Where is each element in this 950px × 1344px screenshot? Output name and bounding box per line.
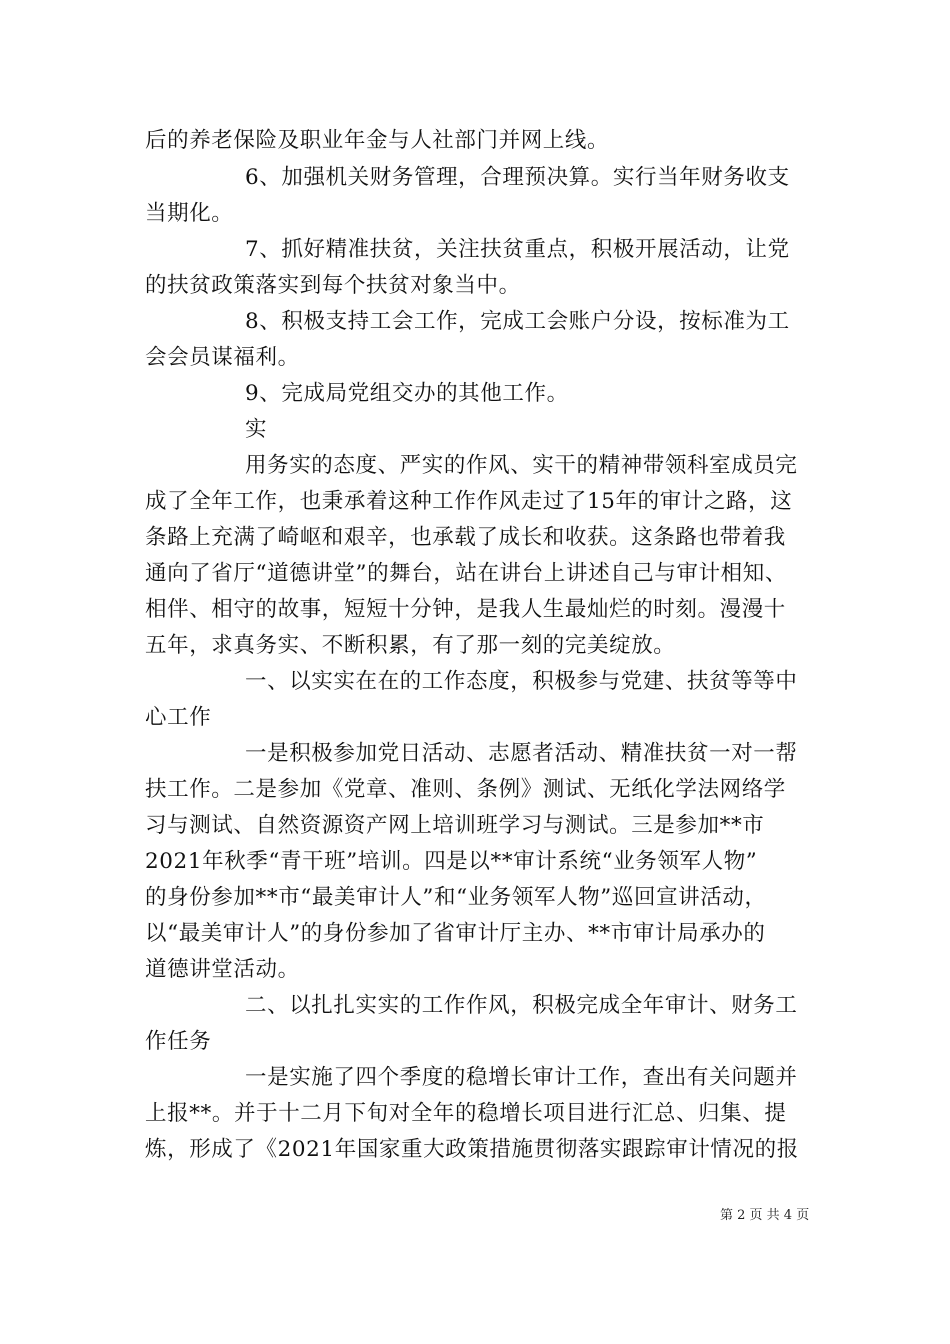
text-line: 用务实的态度、严实的作风、实干的精神带领科室成员完: [245, 453, 798, 478]
text-line: 条路上充满了崎岖和艰辛，也承载了成长和收获。这条路也带着我: [145, 525, 786, 550]
text-line: 实: [245, 417, 268, 442]
section-heading-cont: 作任务: [145, 1029, 212, 1054]
text-line: 成了全年工作，也秉承着这种工作作风走过了15年的审计之路，这: [145, 489, 793, 514]
text-line: 6、加强机关财务管理，合理预决算。实行当年财务收支: [245, 165, 790, 190]
text-line: 炼，形成了《2021年国家重大政策措施贯彻落实跟踪审计情况的报: [145, 1137, 799, 1162]
section-heading: 二、以扎扎实实的工作作风，积极完成全年审计、财务工: [245, 993, 798, 1018]
text-line: 以“最美审计人”的身份参加了省审计厅主办、**市审计局承办的: [145, 921, 766, 946]
text-line: 一是积极参加党日活动、志愿者活动、精准扶贫一对一帮: [245, 741, 798, 766]
text-line: 的身份参加**市“最美审计人”和“业务领军人物”巡回宣讲活动，: [145, 885, 767, 910]
text-line: 9、完成局党组交办的其他工作。: [245, 381, 569, 406]
text-line: 8、积极支持工会工作，完成工会账户分设，按标准为工: [245, 309, 790, 334]
text-line: 五年，求真务实、不断积累，有了那一刻的完美绽放。: [145, 633, 676, 658]
text-line: 2021年秋季“青干班”培训。四是以**审计系统“业务领军人物”: [145, 849, 758, 874]
section-heading-cont: 心工作: [145, 705, 212, 730]
text-line: 一是实施了四个季度的稳增长审计工作，查出有关问题并: [245, 1065, 798, 1090]
text-line: 会会员谋福利。: [145, 345, 300, 370]
text-line: 上报**。并于十二月下旬对全年的稳增长项目进行汇总、归集、提: [145, 1101, 787, 1126]
text-line: 扶工作。二是参加《党章、准则、条例》测试、无纸化学法网络学: [145, 777, 786, 802]
text-line: 后的养老保险及职业年金与人社部门并网上线。: [145, 128, 610, 153]
text-line: 相伴、相守的故事，短短十分钟，是我人生最灿烂的时刻。漫漫十: [145, 597, 786, 622]
text-line: 习与测试、自然资源资产网上培训班学习与测试。三是参加**市: [145, 813, 765, 838]
section-heading: 一、以实实在在的工作态度，积极参与党建、扶贫等等中: [245, 669, 798, 694]
text-line: 的扶贫政策落实到每个扶贫对象当中。: [145, 273, 521, 298]
text-line: 7、抓好精准扶贫，关注扶贫重点，积极开展活动，让党: [245, 237, 790, 262]
page-number-footer: 第 2 页 共 4 页: [720, 1208, 810, 1223]
text-line: 道德讲堂活动。: [145, 957, 300, 982]
text-line: 通向了省厅“道德讲堂”的舞台，站在讲台上讲述自己与审计相知、: [145, 561, 787, 586]
text-line: 当期化。: [145, 201, 234, 226]
